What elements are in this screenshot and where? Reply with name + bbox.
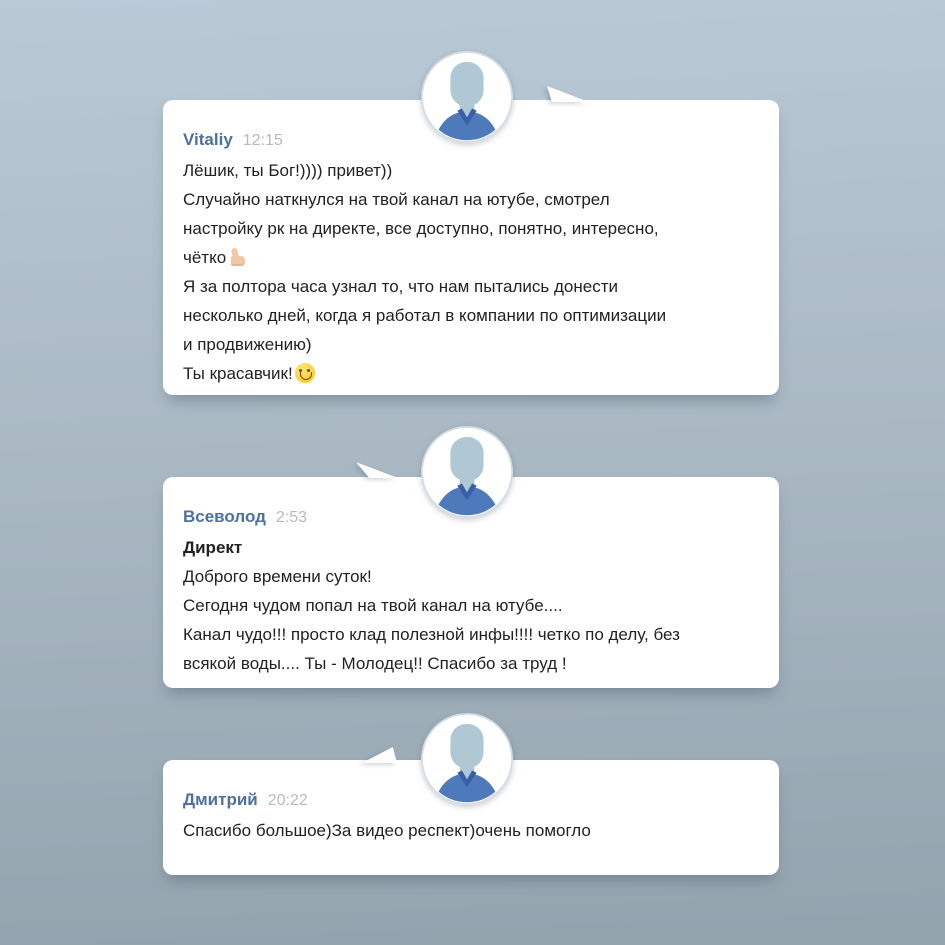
message-line: Сегодня чудом попал на твой канал на ютубе.... xyxy=(183,596,563,615)
message-card xyxy=(163,100,779,395)
thumbs-up-icon xyxy=(228,247,248,267)
default-user-avatar-icon xyxy=(421,713,513,805)
bubble-tail xyxy=(547,86,589,102)
default-user-avatar-icon xyxy=(421,426,513,518)
message-time: 12:15 xyxy=(242,132,283,149)
sender-name: Дмитрий xyxy=(183,790,258,809)
message-line: Случайно наткнулся на твой канал на ютубе, смотрел xyxy=(183,190,610,209)
message-line: Директ xyxy=(183,538,243,557)
message-line: Спасибо большое)За видео респект)очень помогло xyxy=(183,821,591,840)
sender-name: Vitaliy xyxy=(183,130,233,149)
message-line: и продвижению) xyxy=(183,335,312,354)
message-body xyxy=(183,533,759,678)
message-body xyxy=(183,816,759,845)
message-line: Я за полтора часа узнал то, что нам пытались донести xyxy=(183,277,618,296)
message-line: Ты красавчик! xyxy=(183,359,759,388)
message-line: Доброго времени суток! xyxy=(183,567,372,586)
message-time: 20:22 xyxy=(267,792,308,809)
message-line: несколько дней, когда я работал в компании по оптимизации xyxy=(183,306,667,325)
sender-name: Всеволод xyxy=(183,507,266,526)
message-line: чётко xyxy=(183,243,759,272)
message-line: Лёшик, ты Бог!)))) привет)) xyxy=(183,161,393,180)
bubble-tail xyxy=(362,747,397,763)
smile-icon xyxy=(295,363,315,383)
message-line: Канал чудо!!! просто клад полезной инфы!!!! четко по делу, без xyxy=(183,625,680,644)
message-time: 2:53 xyxy=(275,509,308,526)
message-line: настройку рк на директе, все доступно, понятно, интересно, xyxy=(183,219,659,238)
default-user-avatar-icon xyxy=(421,51,513,143)
message-line: всякой воды.... Ты - Молодец!! Спасибо за труд ! xyxy=(183,654,567,673)
message-body xyxy=(183,156,759,388)
bubble-tail xyxy=(356,460,398,478)
